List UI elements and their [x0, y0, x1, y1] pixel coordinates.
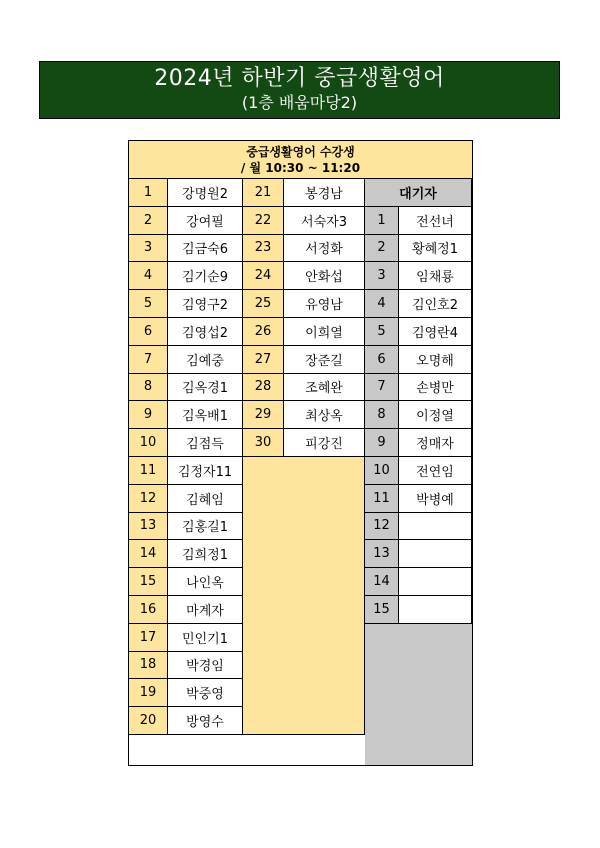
waitlist-name: 김영란4: [399, 318, 472, 346]
student-name: 박중영: [168, 679, 243, 707]
student-number: 5: [129, 290, 168, 318]
student-name: 서정화: [284, 235, 365, 263]
student-number: 28: [243, 374, 284, 402]
student-name: 최상옥: [284, 401, 365, 429]
student-number: 25: [243, 290, 284, 318]
student-number: 10: [129, 429, 168, 457]
student-name: 봉경남: [284, 179, 365, 207]
student-name: 김옥경1: [168, 374, 243, 402]
title-banner: [39, 61, 560, 119]
waitlist-number: 1: [365, 207, 399, 235]
waitlist-name: [399, 596, 472, 624]
student-name: 강명원2: [168, 179, 243, 207]
waitlist-number: 5: [365, 318, 399, 346]
student-number: 19: [129, 679, 168, 707]
student-name: 김홍길1: [168, 513, 243, 541]
student-name: 조혜완: [284, 374, 365, 402]
waitlist-number: 4: [365, 290, 399, 318]
student-name: 민인기1: [168, 624, 243, 652]
waitlist-name: 손병만: [399, 374, 472, 402]
student-name: 김혜임: [168, 485, 243, 513]
student-name: 김예중: [168, 346, 243, 374]
student-number: 24: [243, 262, 284, 290]
student-name: 이희열: [284, 318, 365, 346]
student-number: 21: [243, 179, 284, 207]
student-number: 22: [243, 207, 284, 235]
waitlist-number: 11: [365, 485, 399, 513]
waitlist-number: 12: [365, 513, 399, 541]
student-number: 23: [243, 235, 284, 263]
waitlist-number: 9: [365, 429, 399, 457]
student-name: 안화섭: [284, 262, 365, 290]
student-name: 피강진: [284, 429, 365, 457]
student-name: 김영섭2: [168, 318, 243, 346]
student-number: 20: [129, 707, 168, 735]
student-name: 김영구2: [168, 290, 243, 318]
student-number: 4: [129, 262, 168, 290]
student-name: 유영남: [284, 290, 365, 318]
waitlist-name: [399, 513, 472, 541]
waitlist-number: 3: [365, 262, 399, 290]
student-name: 마계자: [168, 596, 243, 624]
waitlist-name: 이정열: [399, 401, 472, 429]
waitlist-name: 황혜정1: [399, 235, 472, 263]
student-number: 7: [129, 346, 168, 374]
waitlist-header: 대기자: [365, 179, 472, 207]
waitlist-name: 오명해: [399, 346, 472, 374]
student-number: 9: [129, 401, 168, 429]
student-number: 1: [129, 179, 168, 207]
student-number: 6: [129, 318, 168, 346]
student-name: 장준길: [284, 346, 365, 374]
student-number: 12: [129, 485, 168, 513]
waitlist-name: [399, 540, 472, 568]
waitlist-number: 8: [365, 401, 399, 429]
student-name: 김점득: [168, 429, 243, 457]
waitlist-number: 10: [365, 457, 399, 485]
waitlist-number: 7: [365, 374, 399, 402]
roster-header-title: 중급생활영어 수강생: [246, 145, 355, 159]
student-name: 김금숙6: [168, 235, 243, 263]
student-name: 박경임: [168, 652, 243, 680]
student-name: 방영수: [168, 707, 243, 735]
waitlist-number: 14: [365, 568, 399, 596]
roster-table: [128, 140, 473, 766]
waitlist-name: [399, 568, 472, 596]
student-name: 김기순9: [168, 262, 243, 290]
student-number: 3: [129, 235, 168, 263]
waitlist-name: 임채룡: [399, 262, 472, 290]
student-number: 2: [129, 207, 168, 235]
student-name: 김희정1: [168, 540, 243, 568]
student-name: 김옥배1: [168, 401, 243, 429]
student-number: 13: [129, 513, 168, 541]
student-name: 김정자11: [168, 457, 243, 485]
waitlist-name: 전연임: [399, 457, 472, 485]
page-subtitle: (1층 배움마당2): [241, 93, 358, 112]
student-name: 서숙자3: [284, 207, 365, 235]
waitlist-number: 13: [365, 540, 399, 568]
student-name: 강여필: [168, 207, 243, 235]
student-number: 26: [243, 318, 284, 346]
empty-student-slots: [243, 457, 365, 735]
student-number: 18: [129, 652, 168, 680]
waitlist-name: 김인호2: [399, 290, 472, 318]
waitlist-name: 정매자: [399, 429, 472, 457]
student-number: 29: [243, 401, 284, 429]
student-number: 17: [129, 624, 168, 652]
waitlist-name: 전선녀: [399, 207, 472, 235]
waitlist-empty-area: [365, 624, 472, 766]
student-number: 16: [129, 596, 168, 624]
roster-header-schedule: / 월 10:30 ~ 11:20: [240, 161, 361, 175]
waitlist-name: 박병예: [399, 485, 472, 513]
student-number: 15: [129, 568, 168, 596]
student-number: 11: [129, 457, 168, 485]
student-name: 나인옥: [168, 568, 243, 596]
student-number: 8: [129, 374, 168, 402]
roster-header: [129, 141, 472, 179]
student-number: 14: [129, 540, 168, 568]
waitlist-number: 6: [365, 346, 399, 374]
waitlist-number: 2: [365, 235, 399, 263]
student-number: 30: [243, 429, 284, 457]
student-number: 27: [243, 346, 284, 374]
page-title: 2024년 하반기 중급생활영어: [154, 66, 445, 91]
waitlist-number: 15: [365, 596, 399, 624]
